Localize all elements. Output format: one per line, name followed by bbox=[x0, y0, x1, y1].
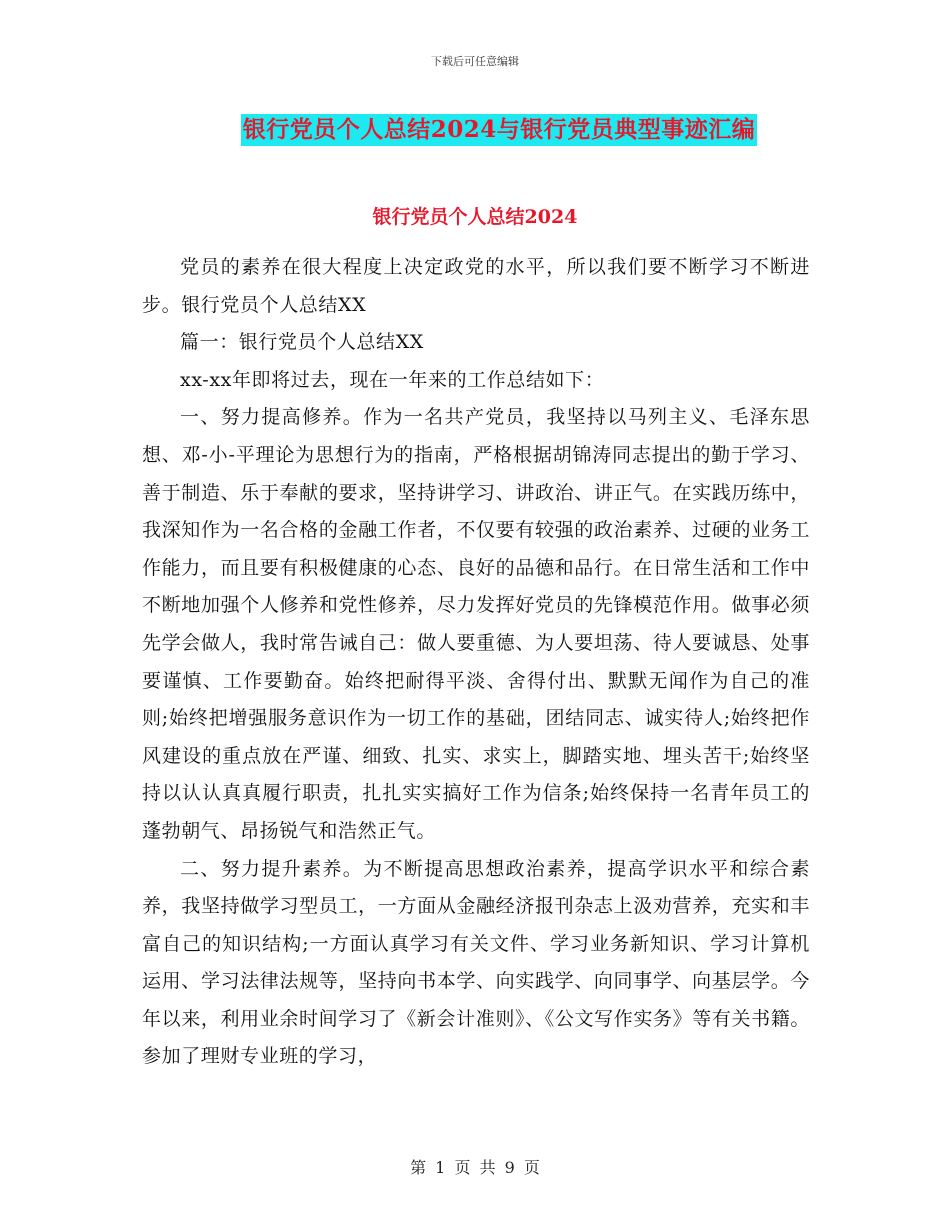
document-body bbox=[142, 249, 810, 1076]
paragraph: 一、努力提高修养。作为一名共产党员，我坚持以马列主义、毛泽东思想、邓-小-平理论为思想行为的指南，严格根据胡锦涛同志提出的勤于学习、善于制造、乐于奉献的要求，坚持讲学习、讲政治、讲正气。在实践历练中，我深知作为一名合格的金融工作者，不仅要有较强的政治素养、过硬的业务工作能力，而且要有积极健康的心态、良好的品德和品行。在日常生活和工作中不断地加强个人修养和党性修养，尽力发挥好党员的先锋模范作用。做事必须先学会做人，我时常告诫自己：做人要重德、为人要坦荡、待人要诚恳、处事要谨慎、工作要勤奋。始终把耐得平淡、舍得付出、默默无闻作为自己的准则;始终把增强服务意识作为一切工作的基础，团结同志、诚实待人;始终把作风建设的重点放在严谨、细致、扎实、求实上，脚踏实地、埋头苦干;始终坚持以认认真真履行职责，扎扎实实搞好工作为信条;始终保持一名青年员工的蓬勃朝气、昂扬锐气和浩然正气。 bbox=[142, 406, 810, 842]
paragraph: xx-xx年即将过去，现在一年来的工作总结如下： bbox=[180, 368, 605, 391]
paragraph: 篇一：银行党员个人总结XX bbox=[180, 331, 424, 354]
paragraph: 党员的素养在很大程度上决定政党的水平，所以我们要不断学习不断进步。银行党员个人总结XX bbox=[142, 256, 810, 316]
header-note: 下载后可任意编辑 bbox=[431, 55, 519, 68]
document-title-wrapper bbox=[0, 114, 950, 146]
section-title: 银行党员个人总结2024 bbox=[372, 206, 578, 228]
page-footer: 第 1 页 共 9 页 bbox=[410, 1158, 540, 1177]
paragraph: 二、努力提升素养。为不断提高思想政治素养，提高学识水平和综合素养，我坚持做学习型员工，一方面从金融经济报刊杂志上汲劝营养，充实和丰富自己的知识结构;一方面认真学习有关文件、学习业务新知识、学习计算机运用、学习法律法规等，坚持向书本学、向实践学、向同事学、向基层学。今年以来，利用业余时间学习了《新会计准则》、《公文写作实务》等有关书籍。参加了理财专业班的学习， bbox=[142, 857, 810, 1068]
document-title: 银行党员个人总结2024与银行党员典型事迹汇编 bbox=[241, 114, 758, 146]
